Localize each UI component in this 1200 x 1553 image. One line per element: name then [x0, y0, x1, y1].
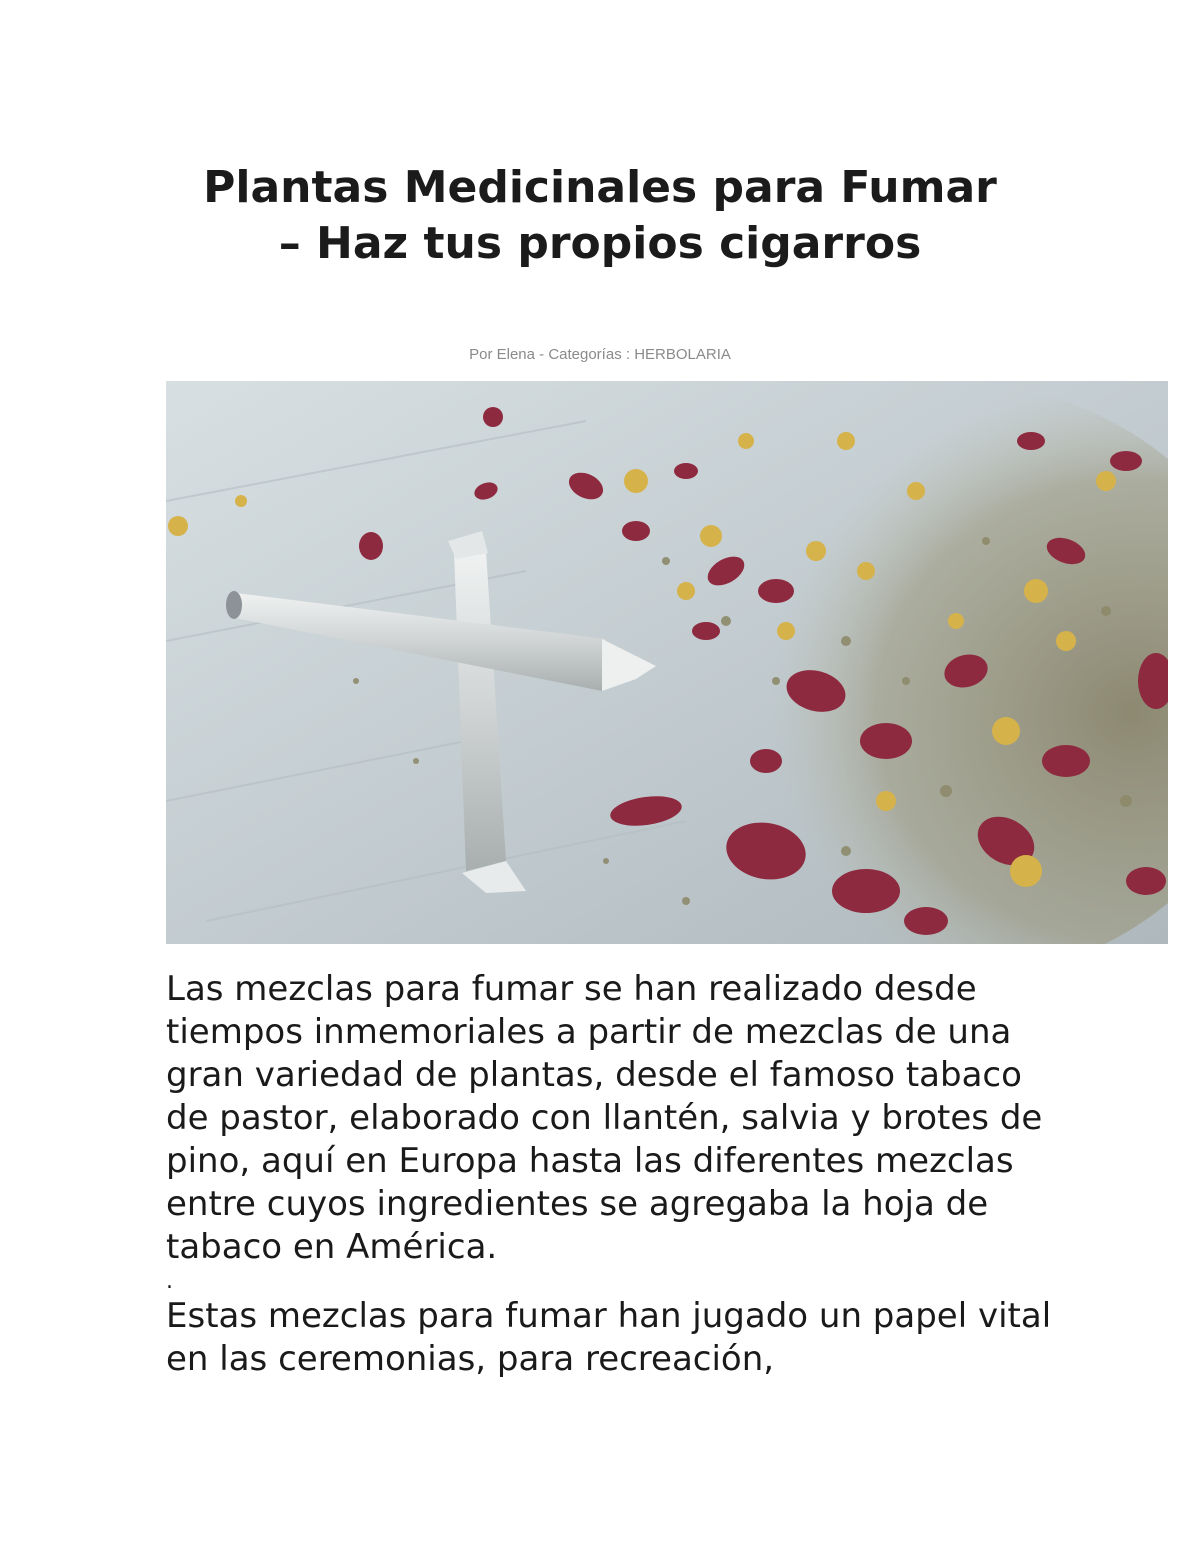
paragraph-separator: . [166, 1269, 173, 1294]
article-hero-image [166, 381, 1168, 944]
hero-image-herbal-cigarettes [166, 381, 1168, 944]
article-byline: Por Elena - Categorías : HERBOLARIA [469, 346, 731, 363]
article-paragraph: Las mezclas para fumar se han realizado desde tiempos inmemoriales a partir de mezclas de una gran variedad de plantas, desde el famoso tabaco de pastor, elaborado con llantén, salvia y brotes de pino, aquí en Europa hasta las diferentes mezclas entre cuyos ingredientes se agregaba la hoja de tabaco en América. [166, 969, 1043, 1267]
article-body [166, 968, 1066, 1381]
article-title: Plantas Medicinales para Fumar – Haz tus propios cigarros [203, 162, 997, 269]
article-paragraph: Estas mezclas para fumar han jugado un papel vital en las ceremonias, para recreación, [166, 1296, 1052, 1379]
